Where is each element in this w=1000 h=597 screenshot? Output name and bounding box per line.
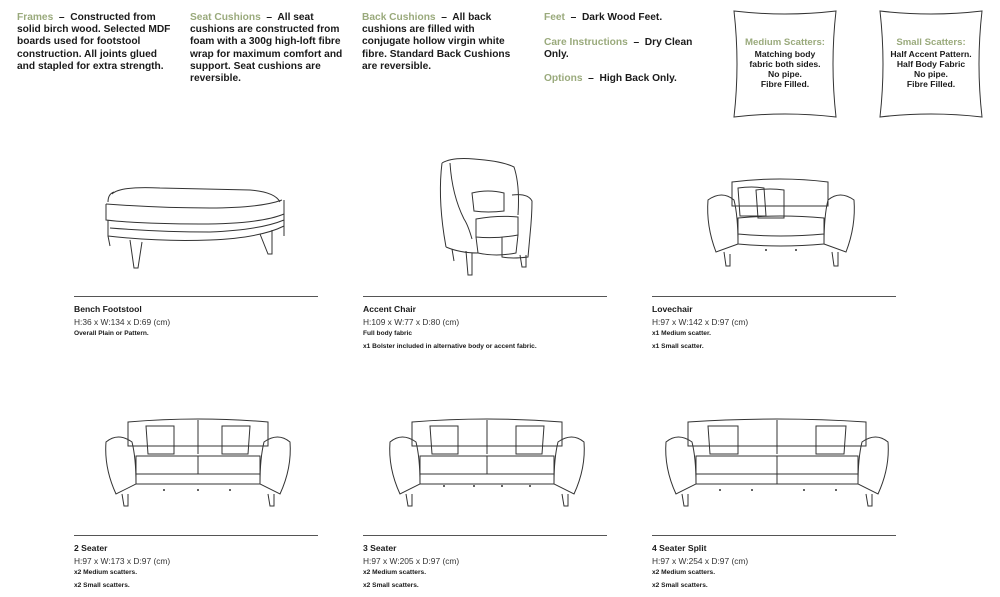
- spec-label: Frames: [17, 12, 54, 23]
- product-dimensions: H:36 x W:134 x D:69 (cm): [74, 317, 171, 327]
- medium-scatter-illustration: [730, 8, 840, 120]
- scatter-line: No pipe.: [768, 69, 802, 79]
- scatter-line: Matching body: [754, 49, 816, 59]
- product-note: Full body fabric: [363, 330, 413, 337]
- divider-line: [363, 296, 607, 297]
- scatter-title: Small Scatters:: [896, 37, 966, 48]
- divider-line: [363, 535, 607, 536]
- spec-text: Constructed from solid birch wood. Selected MDF boards used for footstool construction. All joints glued and stapled for extra strength.: [17, 12, 171, 72]
- spec-text: Dry Clean Only.: [544, 37, 693, 61]
- spec-text: All seat cushions are constructed from foam with a 300g high-loft fibre wrap for maximum comfort and support. Seat cushions are reversible.: [190, 12, 343, 85]
- spec-text: Dark Wood Feet.: [581, 12, 663, 23]
- product-note: x2 Small scatters.: [363, 582, 419, 589]
- product-dimensions: H:97 x W:254 x D:97 (cm): [652, 556, 749, 566]
- scatter-line: Fibre Filled.: [906, 79, 956, 89]
- product-name: Bench Footstool: [74, 304, 142, 314]
- product-name: Accent Chair: [363, 304, 417, 314]
- spec-options: Options – High Back Only.: [544, 72, 677, 84]
- divider-line: [74, 296, 318, 297]
- spec-label: Options: [544, 72, 583, 84]
- product-note: Overall Plain or Pattern.: [74, 330, 149, 337]
- spec-care: Care Instructions – Dry Clean Only.: [544, 37, 693, 61]
- divider-line: [652, 535, 896, 536]
- spec-text: High Back Only.: [599, 72, 677, 84]
- scatter-line: No pipe.: [914, 69, 948, 79]
- spec-frames: Frames – Constructed from solid birch wood. Selected MDF boards used for footstool construction. All joints glued and stapled for extra strength.: [17, 12, 171, 72]
- product-dimensions: H:109 x W:77 x D:80 (cm): [363, 317, 460, 327]
- product-note: x1 Medium scatter.: [652, 330, 712, 337]
- product-dimensions: H:97 x W:173 x D:97 (cm): [74, 556, 171, 566]
- product-note: x2 Medium scatters.: [74, 569, 138, 576]
- spec-feet: Feet – Dark Wood Feet.: [544, 12, 663, 23]
- spec-label: Care Instructions: [544, 37, 628, 49]
- small-scatter-illustration: [876, 8, 986, 120]
- spec-back-cushions: Back Cushions – All back cushions are filled with conjugate hollow virgin white fibre. Standard Back Cushions are reversible.: [362, 12, 511, 72]
- spec-text: All back cushions are filled with conjugate hollow virgin white fibre. Standard Back Cushions are reversible.: [362, 12, 511, 72]
- four-seater-split-drawing: [662, 414, 892, 510]
- spec-seat-cushions: Seat Cushions – All seat cushions are constructed from foam with a 300g high-loft fibre wrap for maximum comfort and support. Seat cushions are reversible.: [190, 12, 343, 85]
- two-seater-drawing: [102, 414, 294, 510]
- lovechair-drawing: [704, 176, 858, 272]
- spec-column-4: [544, 12, 704, 98]
- accent-chair-drawing: [432, 155, 536, 279]
- spec-label: Seat Cushions: [190, 12, 261, 23]
- product-name: 4 Seater Split: [652, 543, 707, 553]
- scatter-line: Fibre Filled.: [760, 79, 810, 89]
- product-note: x2 Medium scatters.: [363, 569, 427, 576]
- product-name: Lovechair: [652, 304, 693, 314]
- product-note: x2 Small scatters.: [74, 582, 130, 589]
- scatter-line: Half Accent Pattern.: [890, 49, 972, 59]
- divider-line: [74, 535, 318, 536]
- product-name: 2 Seater: [74, 543, 108, 553]
- product-dimensions: H:97 x W:205 x D:97 (cm): [363, 556, 460, 566]
- product-note: x1 Small scatter.: [652, 343, 704, 350]
- product-name: 3 Seater: [363, 543, 397, 553]
- scatter-line: Half Body Fabric: [896, 59, 966, 69]
- divider-line: [652, 296, 896, 297]
- scatter-title: Medium Scatters:: [745, 37, 825, 48]
- bench-footstool-drawing: [100, 182, 290, 274]
- spec-label: Back Cushions: [362, 12, 436, 23]
- product-dimensions: H:97 x W:142 x D:97 (cm): [652, 317, 749, 327]
- scatter-line: fabric both sides.: [749, 59, 821, 69]
- spec-label: Feet: [544, 12, 565, 23]
- product-note: x2 Small scatters.: [652, 582, 708, 589]
- three-seater-drawing: [386, 414, 588, 510]
- product-note: x1 Bolster included in alternative body or accent fabric.: [363, 343, 537, 350]
- product-note: x2 Medium scatters.: [652, 569, 716, 576]
